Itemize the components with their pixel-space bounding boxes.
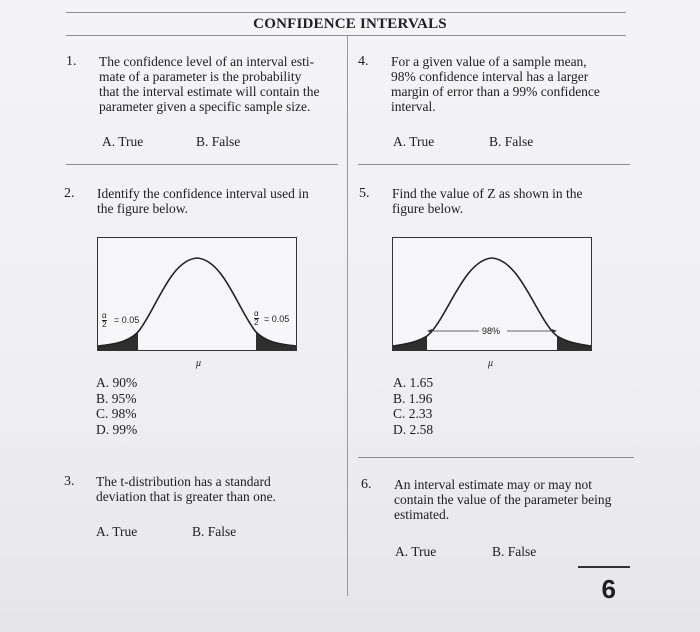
q2-text <box>97 186 309 216</box>
q6-option-b[interactable]: B. False <box>492 544 537 559</box>
q2-left-tail <box>98 332 138 350</box>
q5-option-b[interactable]: B. 1.96 <box>393 390 433 406</box>
q5-text <box>392 186 582 216</box>
q4-line-3: margin of error than a 99% confidence <box>391 84 600 99</box>
q1-line-4: parameter given a specific sample size. <box>99 99 311 114</box>
title-rule <box>66 35 626 36</box>
q5-arrow-left-head <box>427 329 432 333</box>
q1-option-a[interactable]: A. True <box>102 134 144 149</box>
q3-option-b[interactable]: B. False <box>192 524 237 539</box>
q3-line-1: The t-distribution has a standard <box>96 474 271 489</box>
q4-line-1: For a given value of a sample mean, <box>391 54 587 69</box>
page-title: CONFIDENCE INTERVALS <box>253 16 447 32</box>
q2-right-tail <box>256 332 296 350</box>
page-number: 6 <box>601 574 616 604</box>
q6-line-2: contain the value of the parameter being <box>394 492 612 507</box>
top-rule <box>66 12 626 13</box>
q4-option-a[interactable]: A. True <box>393 134 435 149</box>
q4-line-4: interval. <box>391 99 436 114</box>
q2-option-a[interactable]: A. 90% <box>96 375 138 390</box>
q2-figure <box>97 237 297 351</box>
q2-line-1: Identify the confidence interval used in <box>97 186 309 201</box>
q5-arrow-right-head <box>552 329 557 333</box>
q6-line-3: estimated. <box>394 507 450 522</box>
q5-line-2: figure below. <box>392 201 464 216</box>
q5-rule <box>358 457 634 458</box>
q6-option-a[interactable]: A. True <box>395 544 437 559</box>
q5-options <box>393 375 433 437</box>
q2-number: 2. <box>64 186 75 201</box>
q1-line-3: that the interval estimate will contain the <box>99 84 320 99</box>
column-divider <box>347 36 348 596</box>
q1-number: 1. <box>66 54 77 69</box>
q3-text <box>96 474 276 504</box>
q5-mu-label: μ <box>488 358 494 369</box>
q3-option-a[interactable]: A. True <box>96 524 138 539</box>
q5-number: 5. <box>359 186 370 201</box>
q1-text <box>99 54 319 114</box>
q2-right-value: = 0.05 <box>264 314 290 324</box>
q5-figure <box>392 237 592 351</box>
q5-percent-label: 98% <box>482 326 501 336</box>
q4-number: 4. <box>358 54 369 69</box>
q2-options <box>96 375 137 437</box>
q4-text <box>391 54 600 114</box>
q2-normal-curve <box>98 238 296 350</box>
q2-line-2: the figure below. <box>97 201 188 216</box>
q5-line-1: Find the value of Z as shown in the <box>392 186 583 201</box>
q5-option-c[interactable]: C. 2.33 <box>393 406 433 421</box>
page-number-rule <box>578 566 630 568</box>
q6-number: 6. <box>361 477 372 492</box>
q2-curve-line <box>98 258 296 346</box>
q4-option-b[interactable]: B. False <box>489 134 534 149</box>
q3-number: 3. <box>64 474 75 489</box>
q6-text <box>394 477 611 522</box>
q1-line-2: mate of a parameter is the probability <box>99 69 302 84</box>
q1-rule <box>66 164 338 165</box>
q5-option-a[interactable]: A. 1.65 <box>393 375 434 390</box>
q2-option-d[interactable]: D. 99% <box>96 421 138 437</box>
q2-option-b[interactable]: B. 95% <box>96 390 137 406</box>
q4-rule <box>358 164 630 165</box>
q2-left-value: = 0.05 <box>114 315 140 325</box>
q5-option-d[interactable]: D. 2.58 <box>393 421 434 437</box>
q2-left-fraction: $\frac{\alpha}{2}$ <box>102 311 107 329</box>
q1-option-b[interactable]: B. False <box>196 134 241 149</box>
q2-mu-label: μ <box>196 358 202 369</box>
q2-right-fraction: $\frac{\alpha}{2}$ <box>254 309 259 327</box>
q3-line-2: deviation that is greater than one. <box>96 489 276 504</box>
q1-line-1: The confidence level of an interval esti- <box>99 54 315 69</box>
q4-line-2: 98% confidence interval has a larger <box>391 69 589 84</box>
q6-line-1: An interval estimate may or may not <box>394 477 592 492</box>
q2-option-c[interactable]: C. 98% <box>96 406 137 421</box>
